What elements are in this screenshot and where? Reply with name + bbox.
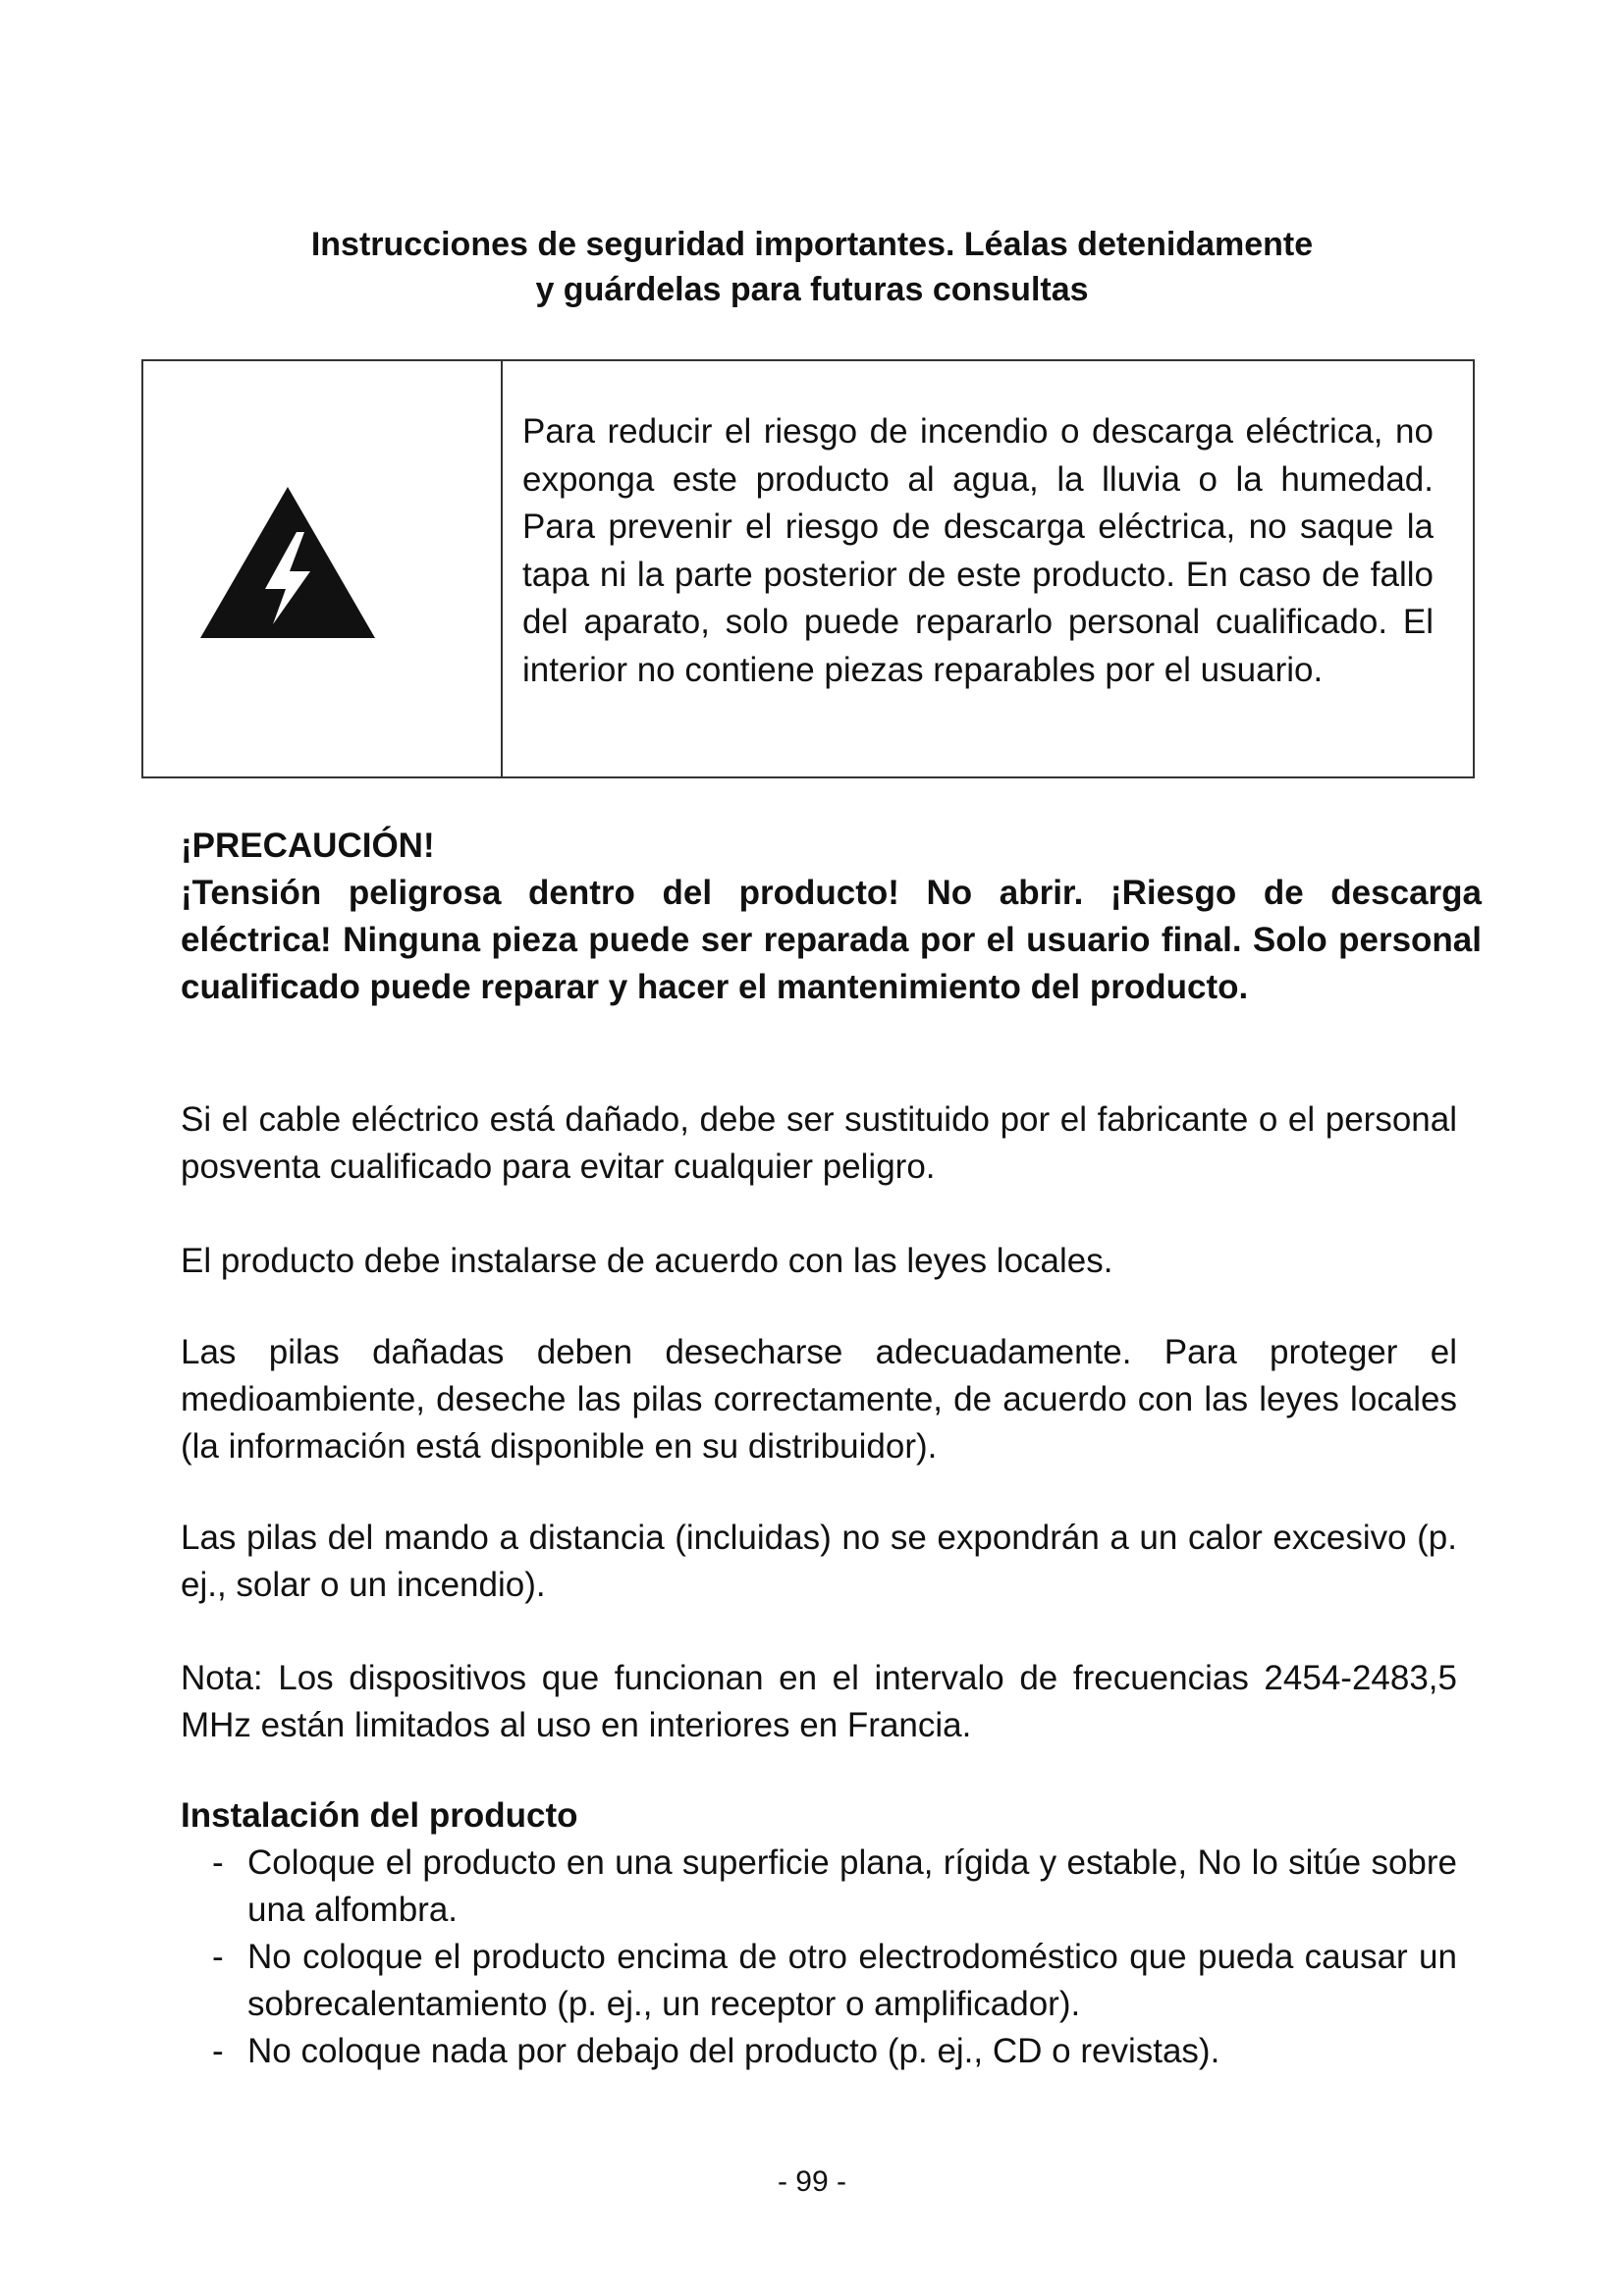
local-laws-paragraph: El producto debe instalarse de acuerdo con las leyes locales. [181, 1242, 1113, 1280]
document-title [0, 222, 1624, 312]
remote-batteries-paragraph: Las pilas del mando a distancia (incluidas) no se expondrán a un calor excesivo (p. ej., solar o un incendio). [181, 1519, 1457, 1604]
list-item [181, 2028, 1457, 2075]
list-bullet: - [212, 1938, 224, 1976]
electric-shock-warning-box [141, 359, 1475, 778]
high-voltage-warning-icon [194, 479, 381, 646]
list-bullet: - [212, 1843, 224, 1882]
warning-text: Para reducir el riesgo de incendio o descarga eléctrica, no exponga este producto al agua, la lluvia o la humedad. Para prevenir el riesgo de descarga eléctrica, no saque la tapa ni la parte posterior de este producto. En caso de fallo del aparato, solo puede repararlo personal cualificado. El interior no contiene piezas reparables por el usuario. [522, 412, 1434, 689]
page-number: - 99 - [777, 2165, 847, 2198]
installation-list [181, 1840, 1457, 2075]
caution-text: ¡Tensión peligrosa dentro del producto! No abrir. ¡Riesgo de descarga eléctrica! Ninguna pieza puede ser reparada por el usuario final. Solo personal cualificado puede reparar y hacer el mantenimiento del producto. [181, 874, 1482, 1006]
list-item-text: Coloque el producto en una superficie plana, rígida y estable, No lo sitúe sobre una alfombra. [247, 1843, 1457, 1929]
list-item-text: No coloque nada por debajo del producto (p. ej., CD o revistas). [247, 2032, 1220, 2070]
title-line-1: Instrucciones de seguridad importantes. Léalas detenidamente [310, 226, 1314, 263]
list-bullet: - [212, 2032, 224, 2070]
installation-heading: Instalación del producto [181, 1796, 578, 1835]
title-line-2: y guárdelas para futuras consultas [535, 271, 1089, 308]
caution-heading: ¡PRECAUCIÓN! [181, 827, 435, 865]
power-cable-paragraph: Si el cable eléctrico está dañado, debe ser sustituido por el fabricante o el personal posventa cualificado para evitar cualquier peligro. [181, 1100, 1457, 1186]
frequency-note-paragraph: Nota: Los dispositivos que funcionan en el intervalo de frecuencias 2454-2483,5 MHz están limitados al uso en interiores en Francia. [181, 1659, 1457, 1744]
caution-section [181, 823, 1482, 1011]
list-item-text: No coloque el producto encima de otro electrodoméstico que pueda causar un sobrecalentamiento (p. ej., un receptor o amplificador). [247, 1938, 1457, 2023]
battery-disposal-paragraph: Las pilas dañadas deben desecharse adecuadamente. Para proteger el medioambiente, deseche las pilas correctamente, de acuerdo con las leyes locales (la información está disponible en su distribuidor). [181, 1333, 1457, 1466]
list-item [181, 1840, 1457, 1934]
list-item [181, 1934, 1457, 2028]
warning-icon-cell [143, 361, 503, 776]
